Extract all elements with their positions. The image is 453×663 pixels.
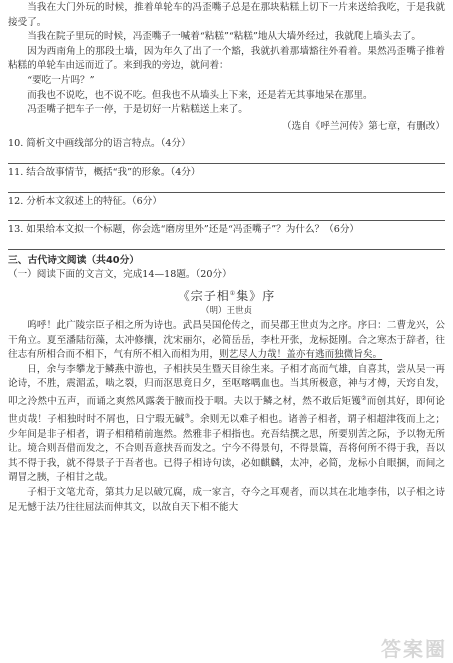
answer-line[interactable] (8, 209, 445, 221)
question-11: 11. 结合故事情节，概括“我”的形象。（4分） (8, 166, 201, 178)
passage-paragraph-5: 而我也不说吃，也不说不吃。但我也不从墙头上下来，还是若无其事地呆在那里。 (27, 89, 373, 101)
essay-paragraph-3: 子相于文笔尤奇，第其力足以破冗腐，成一家言，夺今之耳观者，而以其在北地李伟，以子相之诗足无憾于法乃往往屈法而伸其文，以故自天下相不能大 (8, 487, 445, 513)
essay-title-end: 集》序 (236, 288, 276, 303)
passage-paragraph-6: 冯歪嘴子把车子一停，于是切好一片粘糕送上来了。 (27, 104, 248, 116)
essay-title-start: 《宗子相 (177, 288, 230, 303)
essay-text: 日，余与李攀龙于鳞燕中游也，子相扶吴生暨天目徐生来。子相才高而气雄，自喜其，尝从吴一再论诗，不胜，震湄孟，啮之裂，归而沤思竟日夕，至呕喀喁血也。当其所极意，神与才傅，天窍自发，叩之泠然中五声，而诵之爽然风露袭于腋而投于咽。夫以于鳞之材，然不敢后矩镬 (8, 363, 445, 408)
passage-paragraph-3: 因为西南角上的那段土墙，因为年久了出了一个豁，我就扒着那墙豁往外看着。果然冯歪嘴子推着粘糕的单轮车由远而近了。来到我的旁边，就问着： (8, 45, 445, 72)
essay-text: 。余则无以难子相也。诸善子相者，谓子相超津筏而上之；少年间是非子相者，谓子相稍稍前迤然。然雅非子相指也。充吾结撰之思，所要别苦之际，予以物无所让。境合则吾借而发之，不合则吾意挟吾而发之。宁今不得景句，不得景篇，吾将何所不得于我，吾以其不得于我，就不得景子于吾者也。已得子相诗句读，必如麒麟，太冲，必简，龙标小自眼捆，而间之谓冒之胰，子相甘之哉。 (8, 414, 446, 484)
essay-author: （明）王世贞 (200, 305, 252, 316)
question-13: 13. 如果给本文拟一个标题，你会选“磨房里外”还是“冯歪嘴子”？为什么？（6分） (8, 224, 360, 236)
passage-paragraph-2: 当我在院子里玩的时候，冯歪嘴子一喊着“粘糕”“粘糕”地从大墙外经过，我就爬上墙头去了。 (27, 31, 421, 43)
answer-line[interactable] (8, 181, 445, 193)
passage-source: （选自《呼兰河传》第七章，有删改） (281, 120, 445, 132)
essay-title (8, 287, 445, 304)
essay-paragraph-2 (8, 363, 445, 486)
footnote-marker: ② (361, 395, 367, 403)
essay-paragraph-1 (8, 319, 445, 363)
underlined-text: 而独微旨矣。 (324, 349, 383, 361)
footnote-marker: ③ (184, 412, 191, 420)
question-12: 12. 分析本文叙述上的特征。（6分） (8, 195, 162, 207)
question-10: 10. 简析文中画线部分的语言特点。（4分） (8, 138, 191, 150)
underlined-text: 则艺尽人力哉！盖亦有逃 (219, 349, 325, 361)
exam-page (8, 1, 445, 663)
section-heading: 三、古代诗文阅读（共40分） (8, 254, 140, 266)
essay-text: 呜呼！此广陵宗臣子相之所为诗也。武昌吴国伦传之，而吴郡王世贞为之序。序曰：二曹龙兴，公干角立。夏至潘陆衍藻，太冲修攘，沈宋丽尔，必简岳岳，李杜开张，龙标挺刚。合之寒杰于辞者，往往志有所相合而不相下，气有所不相入而相为用， (8, 320, 445, 361)
watermark-logo: 答案圈 (381, 637, 447, 662)
footnote-marker: ① (229, 289, 237, 297)
section-subheading: （一）阅读下面的文言文，完成14—18题。（20分） (8, 269, 232, 281)
answer-line[interactable] (8, 238, 445, 250)
passage-paragraph-1: 当我在大门外玩的时候，推着单轮车的冯歪嘴子总是在那块粘糕上切下一片来送给我吃，于是我就接受了。 (8, 2, 445, 28)
essay-text: 而创其好，即何论世贞哉！子相独时时不屑也，日宁瑕无碱 (8, 396, 446, 426)
passage-paragraph-4: “要吃一片吗？” (27, 74, 95, 86)
answer-line[interactable] (8, 152, 445, 164)
